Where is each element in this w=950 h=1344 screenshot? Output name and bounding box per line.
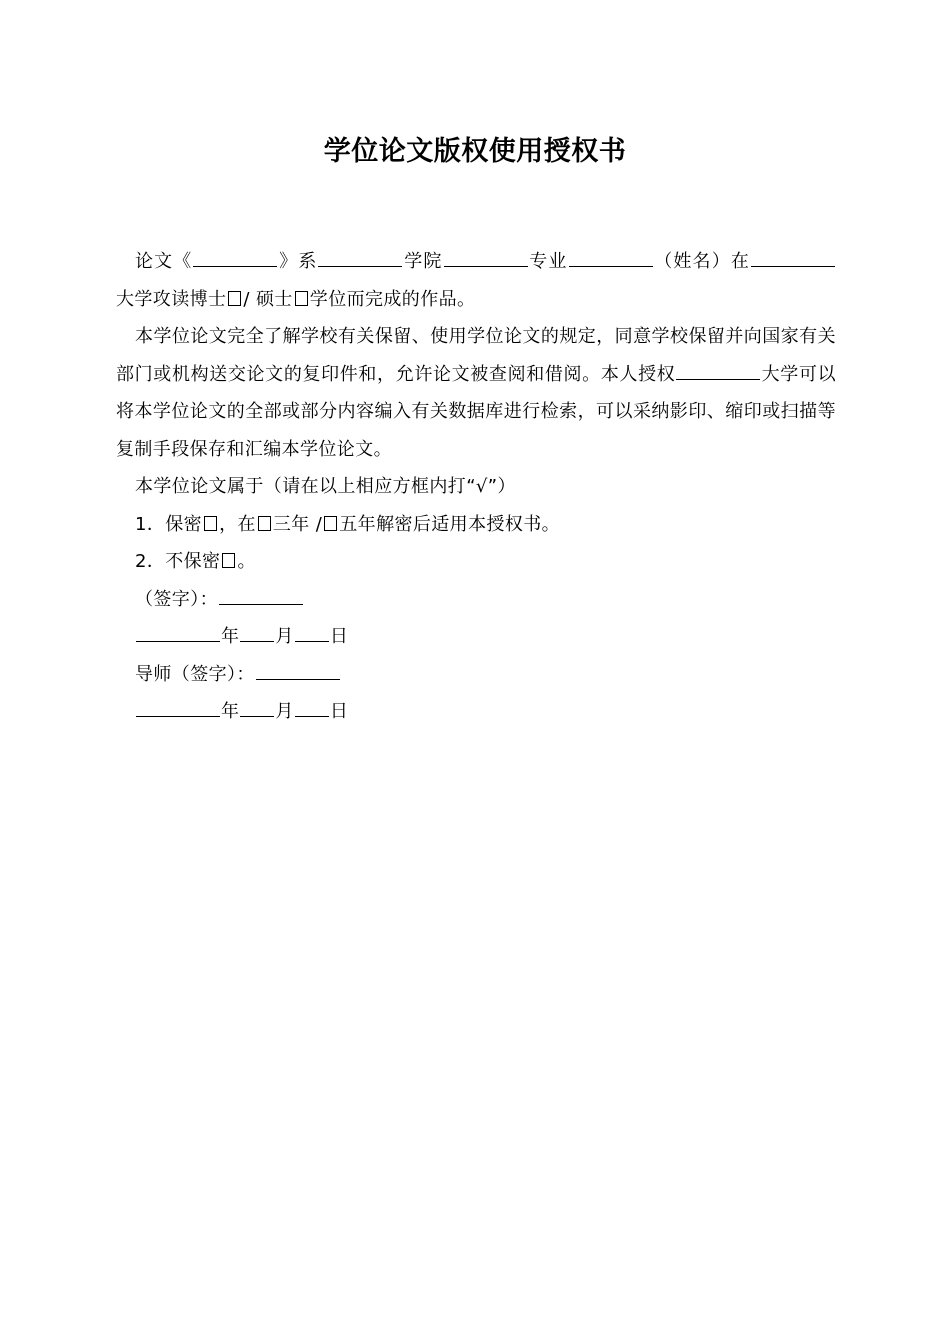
text-segment: 2．不保密: [135, 551, 221, 572]
checkbox-doctor[interactable]: [228, 291, 241, 306]
blank-advisor-signature[interactable]: [256, 661, 340, 680]
blank-advisor-year[interactable]: [136, 698, 220, 717]
blank-thesis-title[interactable]: [193, 248, 277, 267]
text-segment: 本学位论文完全了解学校有关保留、使用学位论文的规定，同意学校保留并向国家有关部门或机构送交论文的复印件和，允许论文被查阅和借阅。本人授权: [116, 326, 836, 385]
author-signature-line: [116, 581, 836, 619]
author-signature-label: （签字）：: [135, 588, 218, 610]
text-segment: 论文《: [135, 251, 193, 272]
author-date-line: [116, 618, 836, 656]
month-label: 月: [275, 626, 294, 647]
year-label: 年: [221, 701, 240, 722]
paragraph-instruction: 本学位论文属于（请在以上相应方框内打“√”）: [135, 476, 516, 497]
blank-author-month[interactable]: [240, 623, 274, 642]
blank-advisor-month[interactable]: [240, 698, 274, 717]
text-segment: 三年 /: [272, 513, 323, 535]
text-segment: / 硕士: [243, 288, 293, 310]
text-segment: 》系: [278, 251, 318, 272]
advisor-signature-line: [116, 656, 836, 694]
text-segment: 学院: [403, 251, 443, 272]
blank-department[interactable]: [318, 248, 402, 267]
blank-author-day[interactable]: [295, 623, 329, 642]
blank-authorized-university[interactable]: [676, 361, 760, 380]
advisor-date-line: [116, 693, 836, 731]
text-segment: ，在: [219, 513, 256, 535]
blank-college[interactable]: [444, 248, 528, 267]
year-label: 年: [221, 626, 240, 647]
month-label: 月: [275, 701, 294, 722]
checkbox-confidential[interactable]: [204, 516, 217, 531]
checkbox-three-years[interactable]: [258, 516, 271, 531]
text-segment: 大学攻读博士: [116, 288, 227, 310]
text-segment: 专业: [528, 251, 568, 272]
checkbox-master[interactable]: [295, 291, 308, 306]
text-segment: （姓名）在: [653, 251, 750, 272]
blank-advisor-day[interactable]: [295, 698, 329, 717]
document-title: 学位论文版权使用授权书: [323, 136, 627, 167]
paragraph-authorization: [116, 318, 836, 468]
text-segment: 大学可以将本学位论文的全部或部分内容编入有关数据库进行检索，可以采纳影印、缩印或扫描等复制手段保存和汇编本学位论文。: [116, 363, 836, 460]
day-label: 日: [329, 626, 349, 647]
document-body: [116, 243, 836, 731]
paragraph-thesis-info: [116, 243, 836, 318]
text-segment: 学位而完成的作品。: [309, 288, 476, 310]
option-not-confidential: [116, 543, 836, 581]
option-confidential: [116, 506, 836, 544]
blank-author-year[interactable]: [136, 623, 220, 642]
text-segment: 。: [237, 551, 256, 572]
text-segment: 1．保密: [135, 513, 203, 535]
checkbox-not-confidential[interactable]: [222, 553, 235, 568]
blank-university[interactable]: [751, 248, 835, 267]
advisor-signature-label: 导师（签字）：: [135, 663, 255, 685]
text-segment: 五年解密后适用本授权书。: [339, 513, 561, 535]
blank-major[interactable]: [569, 248, 653, 267]
blank-author-signature[interactable]: [219, 586, 303, 605]
checkbox-five-years[interactable]: [324, 516, 337, 531]
day-label: 日: [329, 701, 349, 722]
